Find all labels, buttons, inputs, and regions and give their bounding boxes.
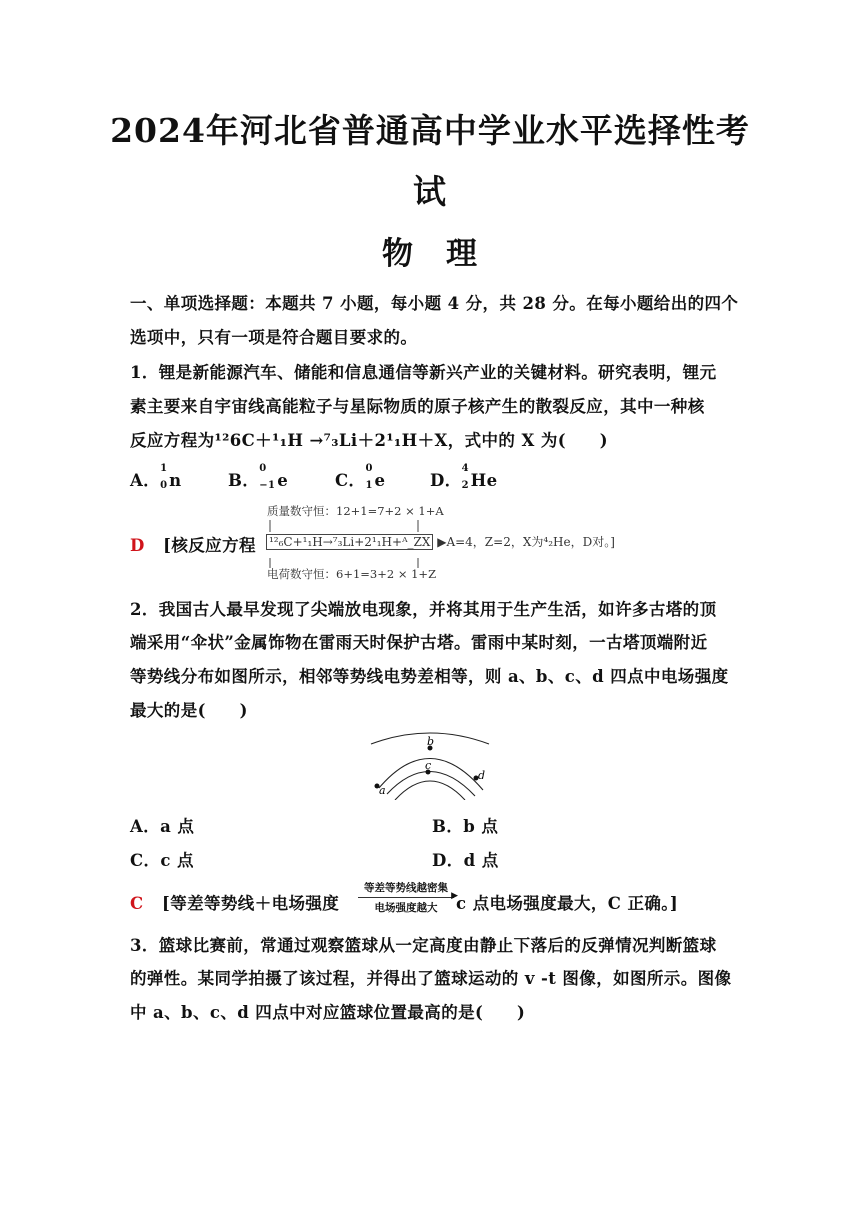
q3-text: 的弹性。某同学拍摄了该过程，并得出了篮球运动的 v -t 图像，如图所示。图像 xyxy=(130,969,732,988)
particle-symbol: e xyxy=(277,471,289,490)
option-label: D． xyxy=(430,471,462,490)
q1-text: 素主要来自宇宙线高能粒子与星际物质的原子核产生的散裂反应，其中一种核 xyxy=(130,397,705,416)
q2-option-a[interactable]: A．a 点 xyxy=(130,817,195,836)
option-label: C． xyxy=(335,471,366,490)
label-a: a xyxy=(379,784,386,797)
subject-title: 物 理 xyxy=(382,236,478,272)
q2-text: 最大的是( ) xyxy=(130,701,248,720)
particle-symbol: He xyxy=(470,471,498,490)
equipotential-figure xyxy=(365,728,495,800)
q1-suffix: ，式中的 X 为( ) xyxy=(447,431,608,450)
arrow-top-text: 等差等势线越密集 xyxy=(364,882,448,894)
label-d: d xyxy=(478,769,486,782)
mass-number: 4 xyxy=(461,463,469,474)
q2-text: 端采用“伞状”金属饰物在雷雨天时保护古塔。雷雨中某时刻，一古塔顶端附近 xyxy=(130,633,708,652)
page-title-cont: 试 xyxy=(413,172,447,211)
q1-answer-letter: D xyxy=(130,536,145,555)
q2-option-d[interactable]: D．d 点 xyxy=(432,851,499,870)
mass-number: 0 xyxy=(365,463,373,474)
particle-symbol: n xyxy=(169,471,182,490)
q2-answer-tag: [等差等势线＋电场强度 xyxy=(161,894,340,913)
charge-number: 1 xyxy=(365,480,373,491)
q2-arrow xyxy=(358,880,458,915)
arrow-line: ▶ xyxy=(358,897,454,898)
q1-answer xyxy=(130,532,256,556)
section-heading: 一、单项选择题：本题共 7 小题，每小题 4 分，共 28 分。在每小题给出的四个 xyxy=(130,294,739,313)
option-label: A． xyxy=(130,471,161,490)
label-c: c xyxy=(425,759,432,772)
equation-box: ¹²₆C+¹₁H→⁷₃Li+2¹₁H+ᴬ_ZX xyxy=(266,534,433,550)
q1-answer-tag: [核反应方程 xyxy=(163,536,256,555)
q3-text: 中 a、b、c、d 四点中对应篮球位置最高的是( ) xyxy=(130,1003,526,1022)
q1-option-d[interactable] xyxy=(430,463,498,491)
mass-number: 0 xyxy=(259,463,267,474)
q1-equation: ¹²6C＋¹₁H →⁷₃Li＋2¹₁H＋X xyxy=(214,431,448,450)
q2-text: 2．我国古人最早发现了尖端放电现象，并将其用于生产生活，如许多古塔的顶 xyxy=(130,600,717,619)
q1-prefix: 反应方程为 xyxy=(130,431,215,450)
page-title: 2024年河北省普通高中学业水平选择性考 xyxy=(110,111,750,150)
q1-answer-equation: ¹²₆C+¹₁H→⁷₃Li+2¹₁H+ᴬ_ZX ▶A=4，Z=2，X为⁴₂He，D对。] xyxy=(266,533,615,550)
charge-number: 0 xyxy=(160,480,168,491)
particle-symbol: e xyxy=(374,471,386,490)
q1-mass-note: 质量数守恒：12+1=7+2 × 1+A xyxy=(267,504,444,518)
option-label: B． xyxy=(228,471,260,490)
charge-number: 2 xyxy=(461,480,469,491)
q1-text xyxy=(130,427,608,451)
q1-option-c[interactable] xyxy=(335,463,386,491)
q1-text: 1．锂是新能源汽车、储能和信息通信等新兴产业的关键材料。研究表明，锂元 xyxy=(130,363,717,382)
q2-option-c[interactable]: C．c 点 xyxy=(130,851,194,870)
q1-answer-result: A=4，Z=2，X为⁴₂He，D对。] xyxy=(446,535,615,549)
q2-text: 等势线分布如图所示，相邻等势线电势差相等，则 a、b、c、d 四点中电场强度 xyxy=(130,667,729,686)
q2-answer-result: c 点电场强度最大，C 正确。] xyxy=(456,894,679,913)
q2-answer-letter: C xyxy=(130,894,144,913)
section-heading-cont: 选项中，只有一项是符合题目要求的。 xyxy=(130,328,418,347)
q3-text: 3．篮球比赛前，常通过观察篮球从一定高度由静止下落后的反弹情况判断篮球 xyxy=(130,936,717,955)
q1-option-a[interactable] xyxy=(130,463,182,491)
q2-option-b[interactable]: B．b 点 xyxy=(432,817,499,836)
q1-option-b[interactable] xyxy=(228,463,289,491)
q1-charge-note: 电荷数守恒：6+1=3+2 × 1+Z xyxy=(267,567,437,581)
label-b: b xyxy=(427,735,435,748)
bracket-lines xyxy=(268,520,428,570)
mass-number: 1 xyxy=(160,463,168,474)
arrow-bottom-text: 电场强度越大 xyxy=(374,902,438,914)
charge-number: −1 xyxy=(259,480,276,491)
q2-answer xyxy=(130,890,339,914)
